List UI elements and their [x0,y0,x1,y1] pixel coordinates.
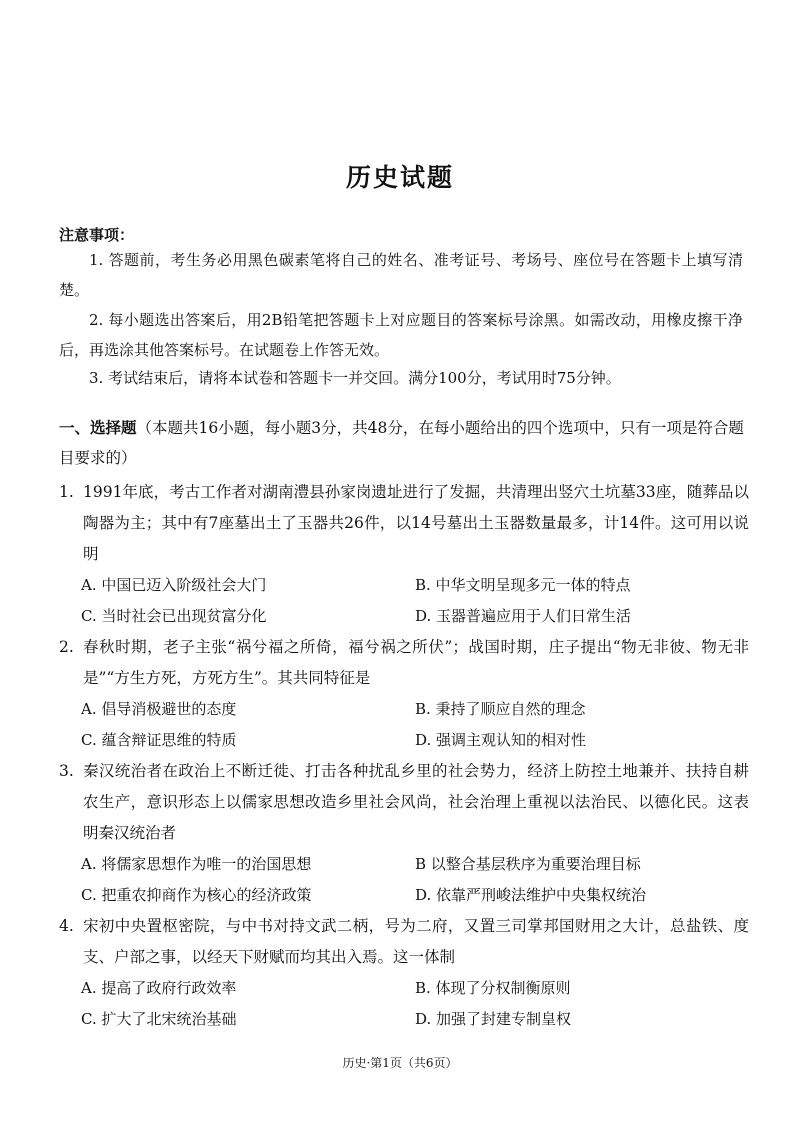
question-number: 1. [59,483,74,501]
option-a: A. 将儒家思想作为唯一的治国思想 [81,855,312,873]
option-list [81,973,749,1035]
question-number: 2. [59,638,74,656]
option-c: C. 当时社会已出现贫富分化 [81,607,267,625]
question-stem: 春秋时期，老子主张“祸兮福之所倚，福兮祸之所伏”；战国时期，庄子提出“物无非彼、物无非是”“方生方死，方死方生”。其共同特征是 [83,638,749,687]
notice-item-2: 2. 每小题选出答案后，用2B铅笔把答题卡上对应题目的答案标号涂黑。如需改动，用橡皮擦干净后，再选涂其他答案标号。在试题卷上作答无效。 [59,311,743,359]
option-c: C. 把重农抑商作为核心的经济政策 [81,886,312,904]
notice-item-3: 3. 考试结束后，请将本试卷和答题卡一并交回。满分100分，考试用时75分钟。 [89,369,621,387]
option-b: B. 秉持了顺应自然的理念 [415,700,586,718]
option-a: A. 倡导消极避世的态度 [81,700,237,718]
option-b: B. 中华文明呈现多元一体的特点 [415,576,631,594]
question-stem: 宋初中央置枢密院，与中书对持文武二柄，号为二府，又置三司掌邦国财用之大计，总盐铁、度支、户部之事，以经天下财赋而均其出入焉。这一体制 [83,917,749,966]
question-4 [59,911,749,1035]
option-list [81,849,749,911]
option-b: B. 体现了分权制衡原则 [415,979,571,997]
question-3 [59,756,749,911]
option-b: B 以整合基层秩序为重要治理目标 [415,855,641,873]
question-stem: 秦汉统治者在政治上不断迁徙、打击各种扰乱乡里的社会势力，经济上防控土地兼并、扶持自耕农生产，意识形态上以儒家思想改造乡里社会风尚，社会治理上重视以法治民、以德化民。这表明秦汉统治者 [83,762,749,842]
option-list [81,694,749,756]
page-title: 历史试题 [345,163,454,192]
section-heading: 一、选择题 [59,419,137,437]
notice-heading: 注意事项： [59,226,135,244]
option-list [81,570,749,632]
option-d: D. 依靠严刑峻法维护中央集权统治 [415,886,647,904]
option-a: A. 中国已迈入阶级社会大门 [81,576,267,594]
question-number: 4. [59,917,74,935]
section-header [59,413,747,473]
option-a: A. 提高了政府行政效率 [81,979,237,997]
option-c: C. 扩大了北宋统治基础 [81,1010,237,1028]
question-2 [59,632,749,756]
section-instructions: （本题共16小题，每小题3分，共48分，在每小题给出的四个选项中，只有一项是符合题目要求的） [59,419,744,467]
page-footer: 历史·第1页（共6页） [342,1056,458,1070]
question-number: 3. [59,762,74,780]
notice-item-1: 1. 答题前，考生务必用黑色碳素笔将自己的姓名、准考证号、考场号、座位号在答题卡上填写清楚。 [59,251,743,299]
question-1 [59,477,749,632]
option-d: D. 玉器普遍应用于人们日常生活 [415,607,632,625]
option-c: C. 蕴含辩证思维的特质 [81,731,237,749]
option-d: D. 强调主观认知的相对性 [415,731,587,749]
question-stem: 1991年底，考古工作者对湖南澧县孙家岗遗址进行了发掘，共清理出竖穴土坑墓33座，随葬品以陶器为主；其中有7座墓出土了玉器共26件，以14号墓出土玉器数量最多，计14件。这可用以说明 [83,483,749,563]
option-d: D. 加强了封建专制皇权 [415,1010,572,1028]
